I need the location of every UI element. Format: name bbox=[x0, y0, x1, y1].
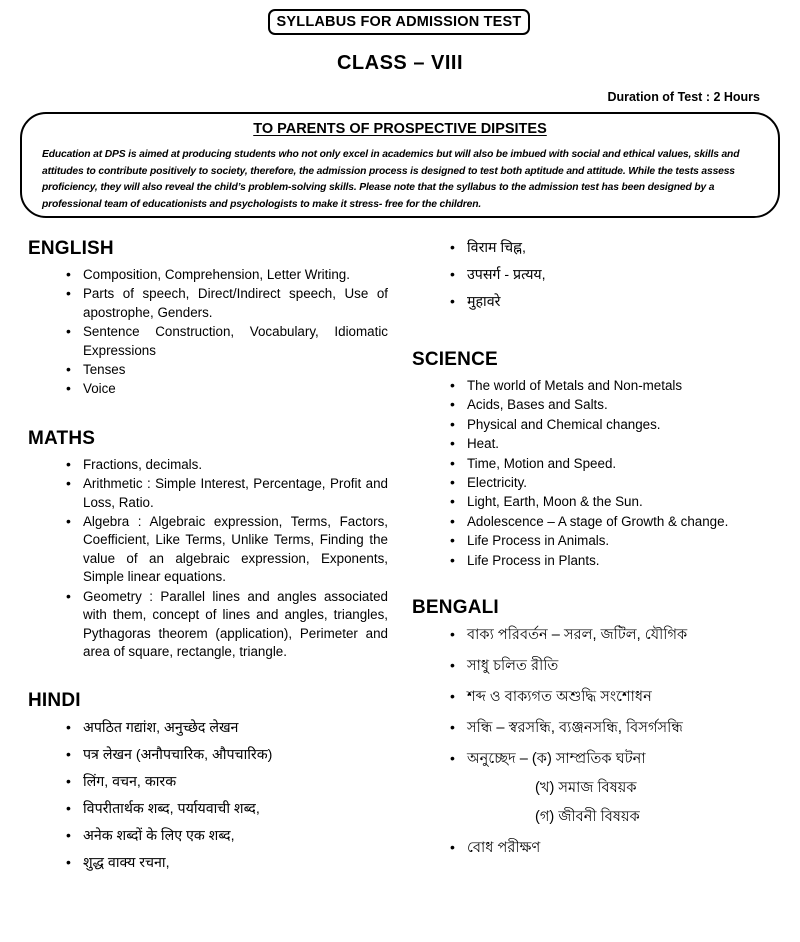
list-item: • लिंग, वचन, कारक bbox=[28, 772, 388, 792]
syllabus-title-box bbox=[268, 9, 530, 35]
subject-heading-hindi: HINDI bbox=[28, 690, 81, 712]
section-science bbox=[412, 349, 782, 570]
section-english bbox=[28, 238, 388, 399]
list-item: • Parts of speech, Direct/Indirect speech, Use of apostrophe, Genders. bbox=[28, 285, 388, 322]
maths-item-list bbox=[28, 456, 388, 661]
list-item: • Arithmetic : Simple Interest, Percentage, Profit and Loss, Ratio. bbox=[28, 475, 388, 512]
list-item: • Composition, Comprehension, Letter Writing. bbox=[28, 266, 388, 284]
list-item: • Light, Earth, Moon & the Sun. bbox=[412, 493, 782, 511]
list-item-paragraph-topics bbox=[412, 749, 782, 828]
left-column bbox=[28, 238, 388, 880]
list-item: • मुहावरे bbox=[412, 292, 782, 312]
list-item: • विपरीतार्थक शब्द, पर्यायवाची शब्द, bbox=[28, 799, 388, 819]
spacer bbox=[28, 662, 388, 690]
list-item: • पत्र लेखन (अनौपचारिक, औपचारिक) bbox=[28, 745, 388, 765]
list-item: • বাক্য পরিবর্তন – সরল, জটিল, যৌগিক bbox=[412, 625, 782, 646]
paragraph-topic-main: অনুচ্ছেদ – (ক) সাম্প্রতিক ঘটনা bbox=[467, 751, 646, 768]
spacer bbox=[412, 319, 782, 349]
list-item: • Geometry : Parallel lines and angles associated with them, concept of lines and angles, triangles, Pythagoras theorem (application), Perimeter and area of square, rectangle, triangle. bbox=[28, 588, 388, 662]
list-item: • Electricity. bbox=[412, 474, 782, 492]
parents-notice-heading-text: TO PARENTS OF PROSPECTIVE DIPSITES bbox=[253, 121, 547, 137]
list-item: • বোধ পরীক্ষণ bbox=[412, 838, 782, 859]
spacer bbox=[28, 400, 388, 428]
section-maths bbox=[28, 428, 388, 661]
list-item: • Acids, Bases and Salts. bbox=[412, 396, 782, 414]
paragraph-topic-sub-c: (গ) জীবনী বিষয়ক bbox=[535, 809, 640, 826]
hindi-item-list bbox=[28, 718, 388, 873]
subject-heading-bengali: BENGALI bbox=[412, 597, 499, 619]
list-item: • Life Process in Plants. bbox=[412, 552, 782, 570]
subject-heading-science: SCIENCE bbox=[412, 349, 498, 370]
bengali-item-list bbox=[412, 625, 782, 859]
list-item: • Tenses bbox=[28, 361, 388, 379]
list-item: • Algebra : Algebraic expression, Terms, Factors, Coefficient, Like Terms, Unlike Terms, Finding the value of an algebraic expression, Exponents, Simple linear equations. bbox=[28, 513, 388, 587]
right-column bbox=[412, 238, 782, 869]
parents-notice-box bbox=[20, 112, 780, 218]
hindi-continued-item-list bbox=[412, 238, 782, 312]
list-item: • Heat. bbox=[412, 435, 782, 453]
list-item: • Time, Motion and Speed. bbox=[412, 455, 782, 473]
list-item: • विराम चिह्न, bbox=[412, 238, 782, 258]
list-item: • Life Process in Animals. bbox=[412, 532, 782, 550]
syllabus-title-text: SYLLABUS FOR ADMISSION TEST bbox=[276, 14, 522, 30]
section-hindi-continued bbox=[412, 238, 782, 312]
list-item: • The world of Metals and Non-metals bbox=[412, 377, 782, 395]
list-item: • সন্ধি – স্বরসন্ধি, ব্যঞ্জনসন্ধি, বিসর্গসন্ধি bbox=[412, 718, 782, 739]
list-item: • Fractions, decimals. bbox=[28, 456, 388, 474]
paragraph-topic-sub-b: (খ) সমাজ বিষয়ক bbox=[535, 780, 637, 797]
list-item: • Sentence Construction, Vocabulary, Idiomatic Expressions bbox=[28, 323, 388, 360]
english-item-list bbox=[28, 266, 388, 399]
list-item: • अपठित गद्यांश, अनुच्छेद लेखन bbox=[28, 718, 388, 738]
science-item-list bbox=[412, 377, 782, 570]
list-item: • Adolescence – A stage of Growth & change. bbox=[412, 513, 782, 531]
subject-heading-maths: MATHS bbox=[28, 427, 96, 449]
test-duration: Duration of Test : 2 Hours bbox=[607, 90, 760, 104]
parents-notice-paragraph: Education at DPS is aimed at producing students who not only excel in academics but will also be imbued with social and ethical values, skills and attitudes to contribute positively to society, therefore, the admission process is designed to test both aptitude and attitude. While the tests assess proficiency, they will also reveal the child’s problem-solving skills. Please note that the syllabus to the admission test has been designed by a professional team of educationists and psychologists to make it stress- free for the children. bbox=[42, 149, 740, 210]
page-title: CLASS – VIII bbox=[336, 52, 464, 74]
list-item: • Voice bbox=[28, 380, 388, 398]
subject-heading-english: ENGLISH bbox=[28, 238, 114, 259]
parents-notice-heading bbox=[22, 121, 778, 137]
spacer bbox=[412, 571, 782, 597]
list-item: • उपसर्ग - प्रत्यय, bbox=[412, 265, 782, 285]
section-hindi bbox=[28, 690, 388, 873]
list-item: • शुद्ध वाक्य रचना, bbox=[28, 853, 388, 873]
list-item: • अनेक शब्दों के लिए एक शब्द, bbox=[28, 826, 388, 846]
list-item: • শব্দ ও বাক্যগত অশুদ্ধি সংশোধন bbox=[412, 687, 782, 708]
section-bengali bbox=[412, 597, 782, 859]
list-item: • সাধু চলিত রীতি bbox=[412, 656, 782, 677]
list-item: • Physical and Chemical changes. bbox=[412, 416, 782, 434]
